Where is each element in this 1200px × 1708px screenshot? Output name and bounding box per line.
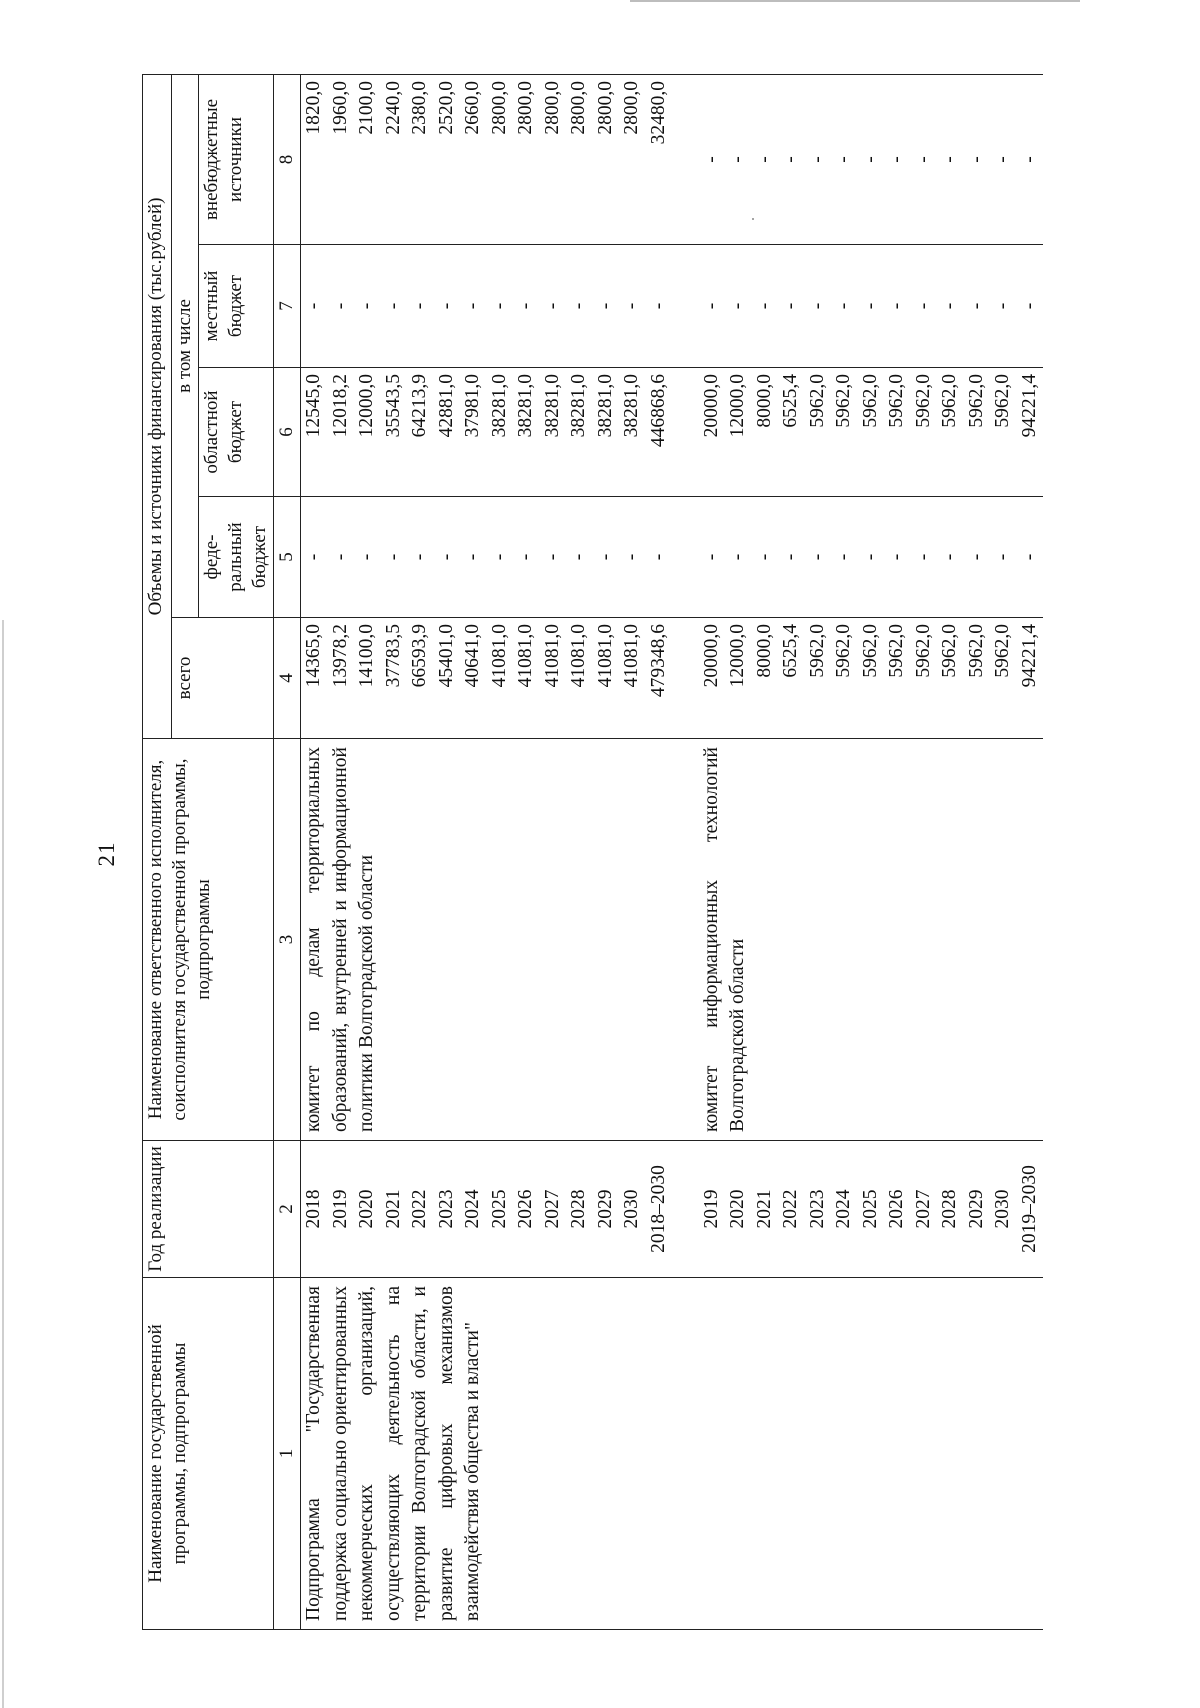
total-cell — [301, 618, 673, 739]
federal-value: - — [462, 553, 483, 561]
total-value: 5962,0 — [806, 624, 828, 678]
extra-value: - — [727, 156, 748, 163]
regional-value: 37981,0 — [462, 374, 483, 438]
header-executor: Наименование ответственного исполнителя, соисполнителя государственной программы, подпрограммы — [143, 739, 274, 1141]
total-value: 41081,0 — [594, 624, 616, 688]
header-regional: областной бюджет — [199, 368, 274, 497]
local-value: - — [488, 302, 510, 310]
federal-value: - — [594, 553, 616, 561]
local-value: - — [647, 302, 669, 310]
year: 2019 — [329, 1189, 351, 1229]
extra-value: - — [806, 156, 828, 163]
total-value: 41081,0 — [568, 624, 589, 688]
total-value: 5962,0 — [992, 624, 1013, 678]
federal-value: - — [647, 553, 669, 561]
total-value: 8000,0 — [753, 624, 775, 678]
federal-value: - — [965, 553, 987, 561]
total-value: 5962,0 — [939, 624, 960, 678]
total-value: 5962,0 — [886, 624, 907, 678]
col-number: 5 — [274, 497, 301, 618]
local-value: - — [594, 302, 616, 310]
total-value: 479348,6 — [647, 624, 669, 698]
federal-value: - — [780, 553, 801, 561]
local-value: - — [886, 302, 907, 310]
regional-value: 5962,0 — [965, 374, 987, 428]
local-value: - — [568, 302, 589, 310]
extra-value: - — [700, 156, 722, 163]
total-value: 66593,9 — [409, 624, 430, 688]
local-value: - — [912, 302, 934, 310]
federal-value: - — [992, 553, 1013, 561]
federal-value: - — [568, 553, 589, 561]
executor-name: комитет по делам территориальных образований, внутренней и информационной политики Волгоградской области — [301, 739, 673, 1141]
extra-value: - — [859, 156, 881, 163]
regional-value: 64213,9 — [409, 374, 430, 438]
regional-value: 6525,4 — [780, 374, 801, 428]
year: 2028 — [568, 1189, 589, 1229]
regional-value: 38281,0 — [594, 374, 616, 438]
executor-cell — [672, 739, 1043, 1141]
regional-value: 12000,0 — [356, 374, 377, 438]
regional-value: 5962,0 — [939, 374, 960, 428]
total-value: 14365,0 — [303, 624, 324, 688]
total-value: 5962,0 — [965, 624, 987, 678]
year: 2022 — [780, 1189, 801, 1229]
col-number: 6 — [274, 368, 301, 497]
year: 2020 — [727, 1189, 748, 1229]
regional-value: 12018,2 — [329, 374, 351, 438]
spacer — [672, 374, 699, 494]
col-number: 2 — [274, 1141, 301, 1278]
local-value: - — [356, 302, 377, 310]
local-value: - — [727, 302, 748, 310]
local-value: - — [435, 302, 457, 310]
extra-cell — [672, 74, 1043, 244]
regional-value: 5962,0 — [859, 374, 881, 428]
year: 2024 — [833, 1189, 854, 1229]
extra-value: - — [886, 156, 907, 163]
extra-value: 2380,0 — [409, 80, 430, 135]
extra-value: 2800,0 — [621, 80, 642, 135]
total-value: 41081,0 — [541, 624, 563, 688]
federal-value: - — [700, 553, 722, 561]
regional-value: 20000,0 — [700, 374, 722, 438]
local-value: - — [859, 302, 881, 310]
year: 2021 — [382, 1189, 404, 1229]
regional-value: 5962,0 — [833, 374, 854, 428]
total-value: 41081,0 — [621, 624, 642, 688]
local-value: - — [409, 302, 430, 310]
extra-value: 32480,0 — [647, 80, 669, 145]
federal-value: - — [329, 553, 351, 561]
total-value: 20000,0 — [700, 624, 722, 688]
header-in-that: в том числе — [172, 74, 199, 617]
extra-value: 2100,0 — [356, 80, 377, 135]
extra-value: 2800,0 — [515, 80, 536, 135]
regional-value: 446868,6 — [647, 374, 669, 448]
total-value: 94221,4 — [1018, 624, 1040, 688]
year: 2028 — [939, 1189, 960, 1229]
table-body — [301, 74, 1044, 1629]
spacer — [672, 247, 699, 365]
federal-value: - — [382, 553, 404, 561]
federal-value: - — [859, 553, 881, 561]
year: 2023 — [435, 1189, 457, 1229]
year: 2025 — [488, 1189, 510, 1229]
table-header — [143, 74, 301, 1629]
total-value: 13978,2 — [329, 624, 351, 688]
total-value: 40641,0 — [462, 624, 483, 688]
regional-value: 8000,0 — [753, 374, 775, 428]
year: 2018–2030 — [647, 1165, 669, 1253]
regional-cell — [301, 368, 673, 497]
extra-value: - — [912, 156, 934, 163]
federal-value: - — [515, 553, 536, 561]
local-value: - — [621, 302, 642, 310]
local-value: - — [382, 302, 404, 310]
year: 2023 — [806, 1189, 828, 1229]
local-value: - — [329, 302, 351, 310]
total-value: 12000,0 — [727, 624, 748, 688]
header-extra: внебюджетные источники — [199, 74, 274, 244]
extra-value: - — [780, 156, 801, 163]
executor-name: комитет информационных технологий Волгоградской области — [700, 747, 748, 1132]
local-value: - — [1018, 302, 1040, 310]
spacer — [672, 77, 699, 242]
header-financing-group: Объемы и источники финансирования (тыс.рублей) — [143, 74, 172, 738]
federal-value: - — [753, 553, 775, 561]
total-value: 5962,0 — [859, 624, 881, 678]
header-year: Год реализации — [143, 1141, 274, 1278]
col-number: 8 — [274, 74, 301, 244]
year: 2029 — [965, 1189, 987, 1229]
regional-value: 42881,0 — [435, 374, 457, 438]
local-value: - — [992, 302, 1013, 310]
local-cell — [301, 245, 673, 368]
year: 2018 — [303, 1189, 324, 1229]
year: 2029 — [594, 1189, 616, 1229]
extra-value: 2800,0 — [568, 80, 589, 135]
local-value: - — [753, 302, 775, 310]
federal-value: - — [409, 553, 430, 561]
extra-value: - — [939, 156, 960, 163]
local-value: - — [780, 302, 801, 310]
year: 2026 — [515, 1189, 536, 1229]
local-value: - — [303, 302, 324, 310]
federal-value: - — [912, 553, 934, 561]
local-value: - — [833, 302, 854, 310]
year: 2019–2030 — [1018, 1165, 1040, 1253]
federal-value: - — [621, 553, 642, 561]
years-cell — [301, 1141, 673, 1278]
years-cell — [672, 1141, 1043, 1278]
federal-value: - — [488, 553, 510, 561]
header-local: местный бюджет — [199, 245, 274, 368]
federal-value: - — [833, 553, 854, 561]
year: 2024 — [462, 1189, 483, 1229]
year: 2026 — [886, 1189, 907, 1229]
regional-value: 38281,0 — [568, 374, 589, 438]
spacer — [672, 1143, 699, 1275]
federal-value: - — [541, 553, 563, 561]
regional-value: 35543,5 — [382, 374, 404, 438]
year: 2020 — [356, 1189, 377, 1229]
extra-value: - — [965, 156, 987, 163]
col-number: 3 — [274, 739, 301, 1141]
financing-table — [142, 74, 1043, 1630]
local-cell — [672, 245, 1043, 368]
header-federal: феде-ральный бюджет — [199, 497, 274, 618]
year: 2027 — [912, 1189, 934, 1229]
total-value: 45401,0 — [435, 624, 457, 688]
block-row — [301, 74, 673, 1629]
spacer — [672, 499, 699, 615]
local-value: - — [462, 302, 483, 310]
regional-value: 38281,0 — [541, 374, 563, 438]
federal-value: - — [886, 553, 907, 561]
extra-value: - — [992, 156, 1013, 163]
year: 2021 — [753, 1189, 775, 1229]
total-value: 37783,5 — [382, 624, 404, 688]
regional-value: 12000,0 — [727, 374, 748, 438]
extra-value: - — [833, 156, 854, 163]
regional-cell — [672, 368, 1043, 497]
extra-value: 2520,0 — [435, 80, 457, 135]
local-value: - — [939, 302, 960, 310]
year: 2025 — [859, 1189, 881, 1229]
extra-value: 1960,0 — [329, 80, 351, 135]
local-value: - — [700, 302, 722, 310]
total-value: 5962,0 — [912, 624, 934, 678]
local-value: - — [515, 302, 536, 310]
header-program-name: Наименование государственной программы, подпрограммы — [143, 1278, 274, 1630]
regional-value: 94221,4 — [1018, 374, 1040, 438]
page-number: 21 — [94, 841, 119, 867]
col-number: 1 — [274, 1278, 301, 1630]
regional-value: 5962,0 — [912, 374, 934, 428]
local-value: - — [965, 302, 987, 310]
regional-value: 5962,0 — [992, 374, 1013, 428]
federal-value: - — [1018, 553, 1040, 561]
regional-value: 38281,0 — [621, 374, 642, 438]
col-number: 4 — [274, 618, 301, 739]
federal-value: - — [356, 553, 377, 561]
total-value: 41081,0 — [488, 624, 510, 688]
regional-value: 5962,0 — [806, 374, 828, 428]
col-number: 7 — [274, 245, 301, 368]
total-value: 14100,0 — [356, 624, 377, 688]
total-value: 5962,0 — [833, 624, 854, 678]
header-total: всего — [172, 618, 274, 739]
federal-cell — [672, 497, 1043, 618]
year: 2022 — [409, 1189, 430, 1229]
total-value: 41081,0 — [515, 624, 536, 688]
local-value: - — [806, 302, 828, 310]
total-value: 6525,4 — [780, 624, 801, 678]
subprogram-name: Подпрограмма "Государственная поддержка социально ориентированных некоммерческих организаций, осуществляющих деятельность на территории Волгоградской области, и развитие цифровых механизмов взаимодействия общества и власти" — [301, 1278, 1044, 1630]
extra-value: 2800,0 — [488, 80, 510, 135]
extra-value: - — [753, 156, 775, 163]
federal-value: - — [727, 553, 748, 561]
year: 2019 — [700, 1189, 722, 1229]
extra-value: 2800,0 — [594, 80, 616, 135]
extra-value: 1820,0 — [303, 80, 324, 135]
local-value: - — [541, 302, 563, 310]
extra-value: 2240,0 — [382, 80, 404, 135]
federal-value: - — [806, 553, 828, 561]
federal-value: - — [435, 553, 457, 561]
year: 2030 — [992, 1189, 1013, 1229]
spacer — [672, 624, 699, 736]
extra-value: 2660,0 — [462, 80, 483, 135]
extra-cell — [301, 74, 673, 244]
extra-value: - — [1018, 156, 1040, 163]
regional-value: 38281,0 — [488, 374, 510, 438]
federal-value: - — [303, 553, 324, 561]
extra-value: 2800,0 — [541, 80, 563, 135]
federal-value: - — [939, 553, 960, 561]
year: 2030 — [621, 1189, 642, 1229]
regional-value: 38281,0 — [515, 374, 536, 438]
federal-cell — [301, 497, 673, 618]
regional-value: 12545,0 — [303, 374, 324, 438]
total-cell — [672, 618, 1043, 739]
regional-value: 5962,0 — [886, 374, 907, 428]
year: 2027 — [541, 1189, 563, 1229]
spacer — [672, 747, 699, 1132]
